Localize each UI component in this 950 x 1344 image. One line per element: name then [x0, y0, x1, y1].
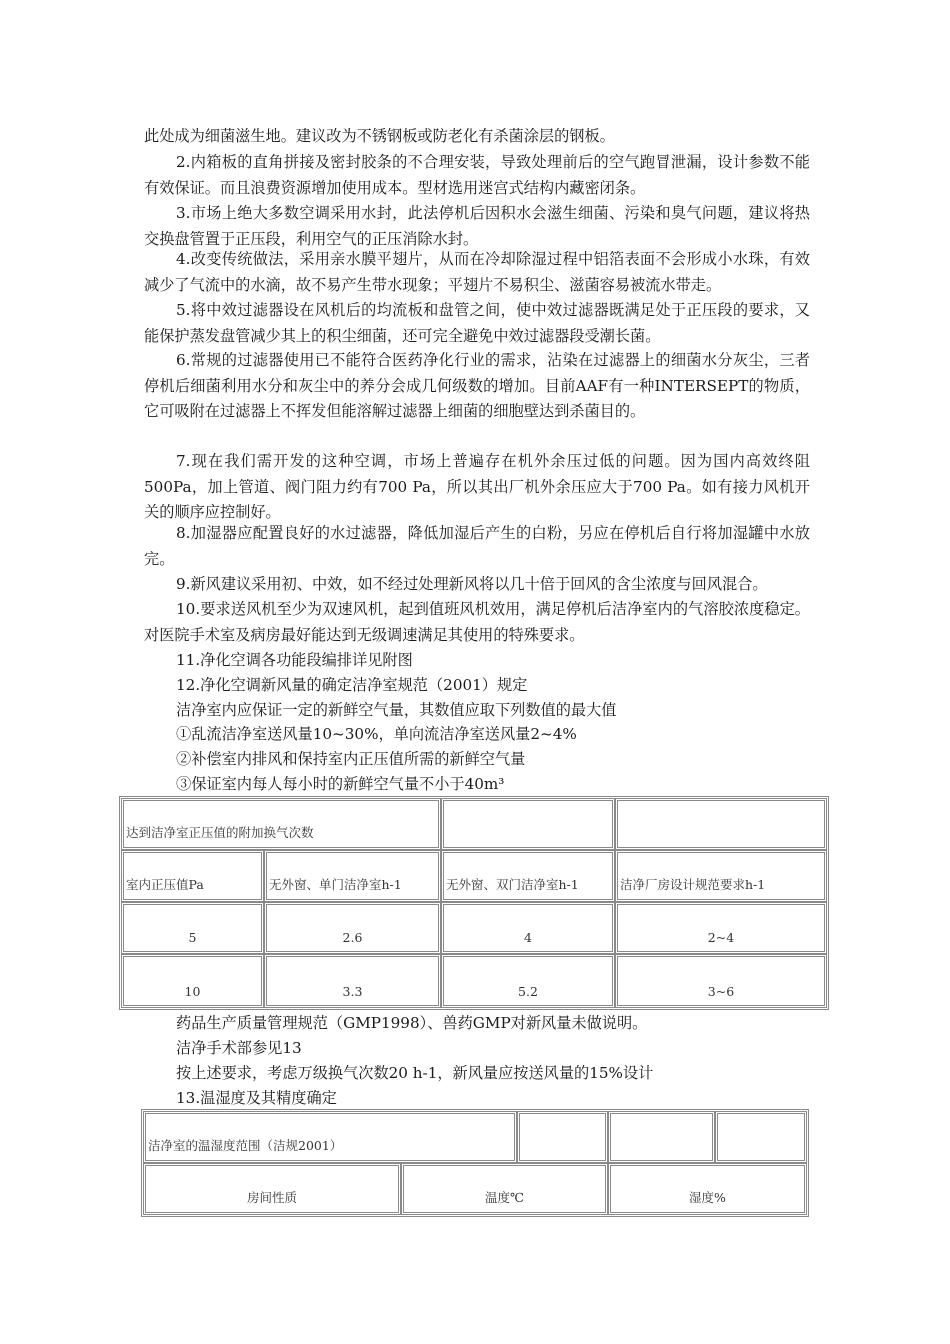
table1-r1-c3: 4 [524, 930, 532, 945]
table2-empty-cell [715, 1111, 807, 1163]
table2-header-humidity: 湿度% [689, 1190, 726, 1205]
table1-r2-c3: 5.2 [518, 984, 538, 999]
table1-header-cell [615, 850, 827, 902]
table2-header-cell [608, 1163, 807, 1215]
table-cell [615, 954, 827, 1008]
table-cell [121, 954, 264, 1008]
table1-r2-c1: 10 [184, 984, 201, 999]
table-cell [264, 954, 441, 1008]
table2-header-room: 房间性质 [246, 1190, 297, 1205]
section-12-line-a: 洁净室内应保证一定的新鲜空气量，其数值应取下列数值的最大值 [176, 701, 617, 719]
section-12-line-b: ①乱流洁净室送风量10~30%，单向流洁净室送风量2~4% [176, 725, 577, 743]
table1-r2-c4: 3~6 [707, 984, 735, 999]
section-13-heading: 13.温湿度及其精度确定 [176, 1089, 337, 1107]
section-11-line: 11.净化空调各功能段编排详见附图 [176, 651, 413, 669]
table1-title: 达到洁净室正压值的附加换气次数 [126, 825, 314, 840]
paragraph-5: 5.将中效过滤器设在风机后的均流板和盘管之间，使中效过滤器既满足处于正压段的要求，又能保护蒸发盘管减少其上的积尘细菌，还可完全避免中效过滤器段受潮长菌。 [144, 301, 810, 345]
paragraph-1: 此处成为细菌滋生地。建议改为不锈钢板或防老化有杀菌涂层的钢板。 [144, 127, 615, 145]
table2-header-cell [143, 1163, 401, 1215]
table1-header-single-door: 无外窗、单门洁净室h-1 [269, 877, 402, 892]
section-12-heading: 12.净化空调新风量的确定洁净室规范（2001）规定 [176, 676, 528, 694]
table-cell [121, 902, 264, 954]
table1-r1-c4: 2~4 [707, 930, 735, 945]
table-cell [615, 902, 827, 954]
table1-header-cell [441, 850, 615, 902]
paragraph-4: 4.改变传统做法，采用亲水膜平翅片，从而在冷却除湿过程中铝箔表面不会形成小水珠，有效减少了气流中的水滴，故不易产生带水现象；平翅片不易积尘、滋菌容易被流水带走。 [144, 250, 810, 294]
table-cell [264, 902, 441, 954]
table2-empty-cell [517, 1111, 608, 1163]
table1-header-cell [121, 850, 264, 902]
section-12-line-d: ③保证室内每人每小时的新鲜空气量不小于40m³ [176, 775, 505, 793]
paragraph-9: 9.新风建议采用初、中效，如不经过处理新风将以几十倍于回风的含尘浓度与回风混合。 [176, 575, 768, 593]
table1-header-pressure: 室内正压值Pa [126, 877, 204, 892]
surgery-reference-line: 洁净手术部参见13 [176, 1039, 302, 1057]
table2-header-cell [401, 1163, 608, 1215]
paragraph-10: 10.要求送风机至少为双速风机，起到值班风机效用，满足停机后洁净室内的气溶胶浓度稳定。对医院手术室及病房最好能达到无级调速满足其使用的特殊要求。 [144, 600, 810, 644]
design-requirement-line: 按上述要求，考虑万级换气次数20 h-1，新风量应按送风量的15%设计 [176, 1064, 654, 1082]
table1-header-cell [264, 850, 441, 902]
table2-title: 洁净室的温湿度范围（洁规2001） [148, 1138, 343, 1153]
paragraph-3: 3.市场上绝大多数空调采用水封，此法停机后因积水会滋生细菌、污染和臭气问题，建议将热交换盘管置于正压段，利用空气的正压消除水封。 [144, 204, 810, 248]
table-cell [441, 902, 615, 954]
table1-header-double-door: 无外窗、双门洁净室h-1 [446, 877, 579, 892]
paragraph-2: 2.内箱板的直角拼接及密封胶条的不合理安装，导致处理前后的空气跑冒泄漏，设计参数不能有效保证。而且浪费资源增加使用成本。型材选用迷宫式结构内藏密闭条。 [144, 153, 810, 197]
table1-header-spec: 洁净厂房设计规范要求h-1 [620, 877, 766, 892]
table1-r1-c2: 2.6 [342, 930, 363, 945]
table1-empty-cell [615, 798, 827, 850]
paragraph-7: 7.现在我们需开发的这种空调，市场上普遍存在机外余压过低的问题。因为国内高效终阻500Pa，加上管道、阀门阻力约有700 Pa，所以其出厂机外余压应大于700 Pa。如有接力风机开关的顺序应控制好。 [144, 452, 810, 522]
section-12-line-c: ②补偿室内排风和保持室内正压值所需的新鲜空气量 [176, 750, 526, 768]
table-cell [441, 954, 615, 1008]
gmp-note-line: 药品生产质量管理规范（GMP1998）、兽药GMP对新风量未做说明。 [176, 1014, 648, 1032]
table2-header-temperature: 温度℃ [485, 1190, 524, 1205]
paragraph-6: 6.常规的过滤器使用已不能符合医药净化行业的需求，沾染在过滤器上的细菌水分灰尘，三者停机后细菌利用水分和灰尘中的养分会成几何级数的增加。目前AAF有一种INTERSEPT的物质，它可吸附在过滤器上不挥发但能溶解过滤器上细菌的细胞壁达到杀菌目的。 [144, 351, 810, 421]
table2-title-cell [143, 1111, 517, 1163]
table1-title-cell [121, 798, 441, 850]
table1-empty-cell [441, 798, 615, 850]
table1-r1-c1: 5 [188, 930, 197, 945]
table1-r2-c2: 3.3 [342, 984, 363, 999]
paragraph-8: 8.加湿器应配置良好的水过滤器，降低加湿后产生的白粉，另应在停机后自行将加湿罐中水放完。 [144, 524, 810, 568]
table2-empty-cell [608, 1111, 715, 1163]
